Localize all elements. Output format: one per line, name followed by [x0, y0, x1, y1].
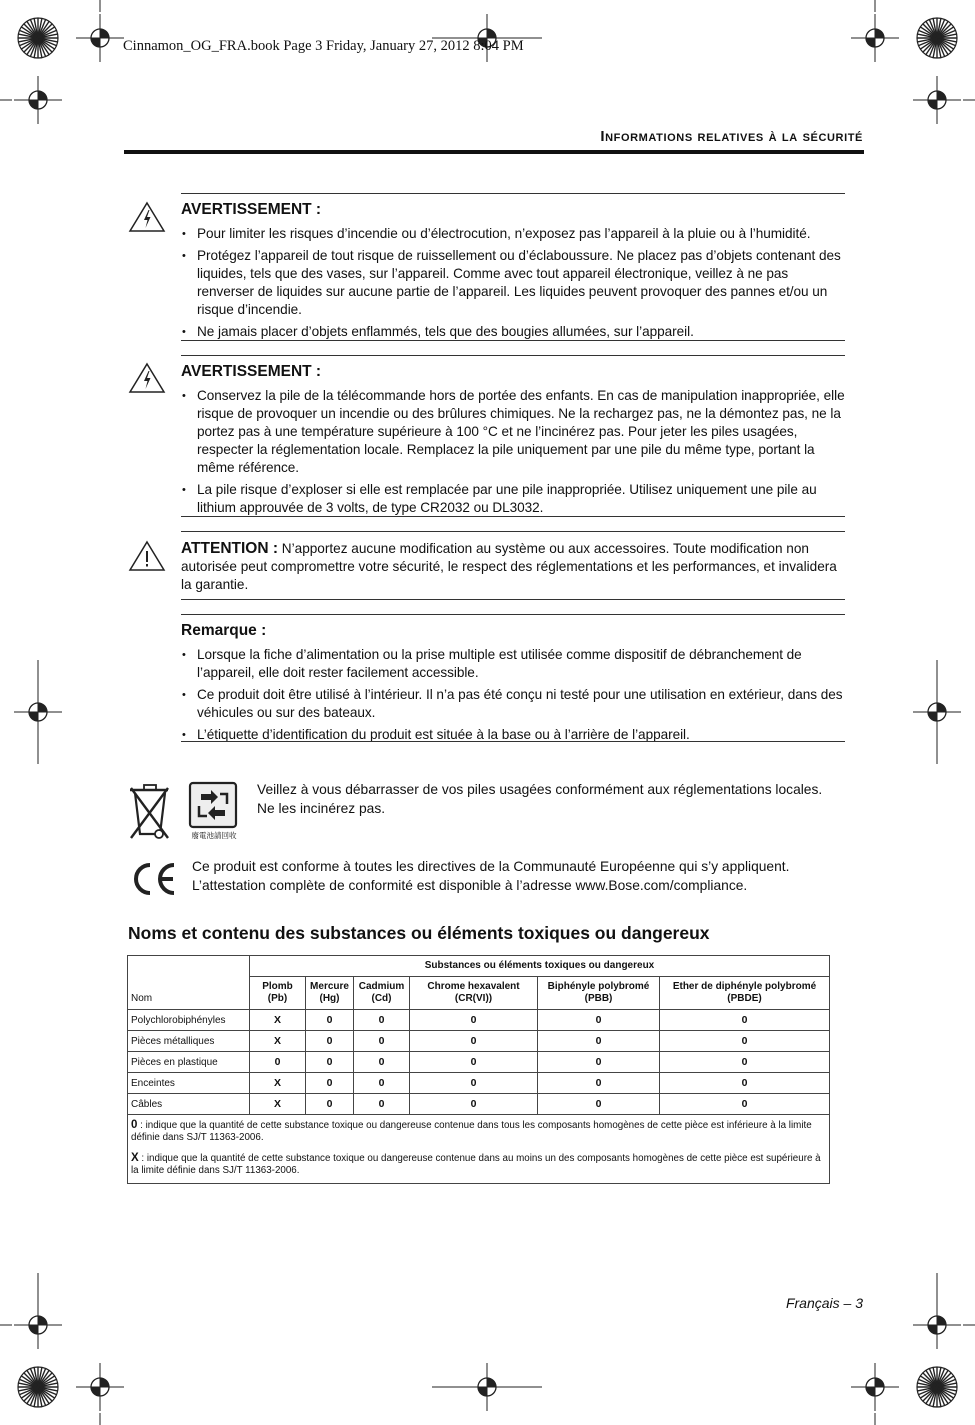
list-item: • Ne jamais placer d’objets enflammés, tels que des bougies allumées, sur l’appareil.	[181, 323, 845, 341]
warning-block-2	[181, 355, 845, 521]
page-footer: Français – 3	[785, 1295, 863, 1311]
column-header: Chrome hexavalent (CR(VI))	[410, 977, 538, 1010]
cell: X	[250, 1073, 306, 1094]
note-zero: 0 : indique que la quantité de cette substance toxique ou dangereuse contenue dans tous les composants homogènes de cette pièce est inférieure à la limite définie dans SJ/T 11363-2006.	[131, 1119, 812, 1143]
table-row	[128, 1073, 830, 1094]
cell: 0	[306, 1073, 354, 1094]
ce-compliance-text: Ce produit est conforme à toutes les directives de la Communauté Européenne qui s’y appliquent. L’attestation complète de conformité est disponible à l’adresse www.Bose.com/compliance.	[192, 859, 790, 893]
cell: 0	[538, 1052, 660, 1073]
warning-1-list	[181, 225, 845, 341]
table-notes	[128, 1115, 830, 1184]
cell: 0	[354, 1010, 410, 1031]
battery-disposal-text	[257, 780, 847, 818]
battery-line-1: Veillez à vous débarrasser de vos piles usagées conformément aux réglementations locales.	[257, 782, 823, 797]
column-header: Ether de diphényle polybromé (PBDE)	[660, 977, 830, 1010]
header-rule	[124, 150, 864, 154]
list-item: • L’étiquette d’identification du produit est située à la base ou à l’arrière de l’appareil.	[181, 726, 845, 744]
list-item: • La pile risque d’exploser si elle est remplacée par une pile inappropriée. Utilisez uniquement une pile au lithium approuvée de 3 volts, de type CR2032 ou DL3032.	[181, 481, 845, 517]
battery-line-2: Ne les incinérez pas.	[257, 801, 386, 816]
cell: 0	[354, 1094, 410, 1115]
row-name: Câbles	[128, 1094, 250, 1115]
row-name: Pièces en plastique	[128, 1052, 250, 1073]
cell: 0	[354, 1052, 410, 1073]
table-row	[128, 1010, 830, 1031]
column-header: Mercure (Hg)	[306, 977, 354, 1010]
recycle-caption: 廢電池請回收	[191, 831, 237, 840]
ce-mark-icon	[128, 860, 180, 898]
table-row	[128, 1094, 830, 1115]
attention-block	[181, 531, 845, 594]
cell: 0	[538, 1010, 660, 1031]
list-item: • Pour limiter les risques d’incendie ou d’électrocution, n’exposez pas l’appareil à la pluie ou à l’humidité.	[181, 225, 845, 243]
cell: 0	[538, 1073, 660, 1094]
warning-2-title: AVERTISSEMENT :	[181, 363, 322, 380]
cell: 0	[538, 1031, 660, 1052]
table-row	[128, 1052, 830, 1073]
cell: 0	[410, 1094, 538, 1115]
list-item: • Protégez l’appareil de tout risque de ruissellement ou d’éclaboussure. Ne placez pas d’objets contenant des liquides, tels que des vases, sur l’appareil. Comme avec tout appareil électronique, veillez à ne pas renverser de liquides sur aucune partie de l’appareil. Les liquides peuvent provoquer des pannes et/ou un risque d’incendie.	[181, 247, 845, 319]
cell: 0	[306, 1010, 354, 1031]
row-name: Enceintes	[128, 1073, 250, 1094]
name-header: Nom	[128, 956, 250, 1010]
remarque-title: Remarque :	[181, 622, 267, 639]
cell: 0	[660, 1094, 830, 1115]
list-item: • Conservez la pile de la télécommande hors de portée des enfants. En cas de manipulation inappropriée, elle risque de provoquer un incendie ou des brûlures chimiques. Ne la rechargez pas, ne la démontez pas, ne la portez pas à une température supérieure à 100 °C et ne l’incinérez pas. Pour jeter les piles usagées, respecter la réglementation locale. Remplacez la pile uniquement par une pile du même type, portant la même référence.	[181, 387, 845, 477]
cell: X	[250, 1031, 306, 1052]
battery-recycle-icon	[187, 780, 239, 830]
cell: 0	[660, 1073, 830, 1094]
divider	[181, 340, 845, 341]
attention-text: N’apportez aucune modification au système ou aux accessoires. Toute modification non autorisée peut compromettre votre sécurité, le respect des réglementations et les performances, et invalidera la garantie.	[181, 541, 837, 592]
list-item: • Ce produit doit être utilisé à l’intérieur. Il n’a pas été conçu ni testé pour une utilisation en extérieur, dans des véhicules ou sur des bateaux.	[181, 686, 845, 722]
column-header: Plomb (Pb)	[250, 977, 306, 1010]
warning-2-list	[181, 387, 845, 517]
cell: 0	[410, 1073, 538, 1094]
cell: 0	[538, 1094, 660, 1115]
cell: X	[250, 1094, 306, 1115]
divider	[181, 741, 845, 742]
cell: 0	[306, 1094, 354, 1115]
attention-paragraph	[181, 540, 845, 594]
column-header: Cadmium (Cd)	[354, 977, 410, 1010]
attention-title: ATTENTION :	[181, 540, 279, 557]
print-slug: Cinnamon_OG_FRA.book Page 3 Friday, January 27, 2012 8:04 PM	[123, 38, 524, 54]
table-row	[128, 1031, 830, 1052]
cell: 0	[410, 1052, 538, 1073]
electric-warning-icon	[128, 362, 166, 394]
divider	[181, 516, 845, 517]
cell: 0	[306, 1031, 354, 1052]
group-header: Substances ou éléments toxiques ou dangereux	[250, 956, 830, 977]
row-name: Polychlorobiphényles	[128, 1010, 250, 1031]
cell: 0	[410, 1031, 538, 1052]
cell: 0	[660, 1031, 830, 1052]
page-header-title: Informations relatives à la sécurité	[600, 128, 863, 145]
note-x: X : indique que la quantité de cette substance toxique ou dangereuse contenue dans au moins un des composants homogènes de cette pièce est supérieure à la limite définie dans SJ/T 11363-2006.	[131, 1152, 821, 1176]
cell: 0	[250, 1052, 306, 1073]
cell: 0	[354, 1073, 410, 1094]
electric-warning-icon	[128, 201, 166, 233]
crossed-bin-icon	[128, 782, 178, 842]
cell: 0	[354, 1031, 410, 1052]
cell: 0	[660, 1010, 830, 1031]
list-item: • Lorsque la fiche d’alimentation ou la prise multiple est utilisée comme dispositif de débranchement de l’appareil, elle doit rester facilement accessible.	[181, 646, 845, 682]
cell: 0	[410, 1010, 538, 1031]
warning-1-title: AVERTISSEMENT :	[181, 201, 322, 218]
section-title: Noms et contenu des substances ou éléments toxiques ou dangereux	[128, 923, 710, 943]
cell: 0	[660, 1052, 830, 1073]
toxic-substances-table	[127, 955, 830, 1184]
remarque-block	[181, 614, 845, 748]
warning-block-1	[181, 193, 845, 341]
table-header-row	[128, 956, 830, 977]
row-name: Pièces métalliques	[128, 1031, 250, 1052]
remarque-list	[181, 646, 845, 744]
table-notes-row	[128, 1115, 830, 1184]
divider	[181, 599, 845, 600]
cell: 0	[306, 1052, 354, 1073]
caution-icon	[128, 540, 166, 572]
column-header: Biphényle polybromé (PBB)	[538, 977, 660, 1010]
cell: X	[250, 1010, 306, 1031]
